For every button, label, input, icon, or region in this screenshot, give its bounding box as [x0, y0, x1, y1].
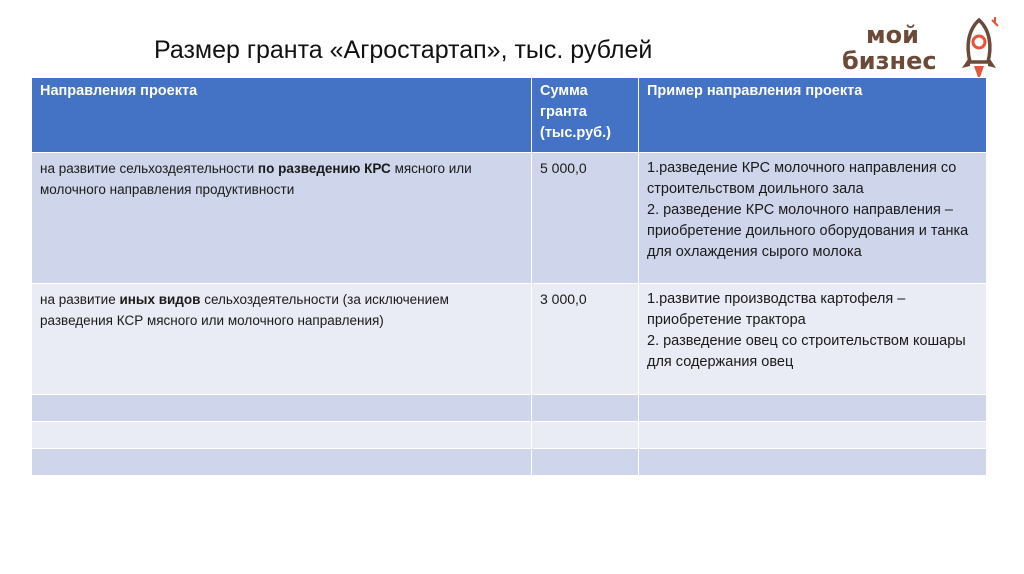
empty-cell — [32, 395, 532, 422]
table-header-row — [32, 78, 987, 153]
direction-text: на развитие сельхоздеятельности — [40, 161, 258, 176]
empty-cell — [32, 449, 532, 476]
example-item: 1.разведение КРС молочного направления со строительством доильного зала — [647, 160, 957, 197]
direction-text: сельхоздеятельности (за исключением разведения КСР мясного или молочного направления) — [40, 292, 449, 328]
header-direction: Направления проекта — [32, 78, 532, 153]
logo-text — [842, 22, 937, 74]
empty-table-row — [32, 422, 987, 449]
header-amount: Сумма гранта (тыс.руб.) — [532, 78, 639, 153]
empty-cell — [532, 422, 639, 449]
cell-direction — [32, 284, 532, 395]
cell-example — [639, 153, 987, 284]
slide-title: Размер гранта «Агростартап», тыс. рублей — [154, 36, 653, 64]
grant-table — [31, 77, 987, 476]
example-item: 2. разведение овец со строительством кошары для содержания овец — [647, 333, 966, 370]
logo-text-line1: мой — [866, 21, 919, 49]
empty-cell — [532, 395, 639, 422]
direction-text: мясного или молочного направления продуктивности — [40, 161, 472, 197]
direction-bold-text: по разведению КРС — [257, 161, 391, 176]
table-row — [32, 284, 987, 395]
logo-text-line2: бизнес — [842, 47, 937, 75]
empty-cell — [639, 422, 987, 449]
empty-cell — [32, 422, 532, 449]
cell-amount: 5 000,0 — [532, 153, 639, 284]
empty-table-row — [32, 395, 987, 422]
direction-bold-text: иных видов — [119, 292, 201, 307]
header-example: Пример направления проекта — [639, 78, 987, 153]
rocket-icon — [958, 16, 1000, 86]
empty-cell — [639, 449, 987, 476]
empty-cell — [532, 449, 639, 476]
cell-example — [639, 284, 987, 395]
example-item: 2. разведение КРС молочного направления – приобретение доильного оборудования и танка для охлаждения сырого молока — [647, 202, 969, 260]
cell-amount: 3 000,0 — [532, 284, 639, 395]
direction-text: на развитие — [40, 292, 120, 307]
table-row — [32, 153, 987, 284]
cell-direction — [32, 153, 532, 284]
empty-cell — [639, 395, 987, 422]
empty-table-row — [32, 449, 987, 476]
example-item: 1.развитие производства картофеля – приобретение трактора — [647, 291, 906, 328]
